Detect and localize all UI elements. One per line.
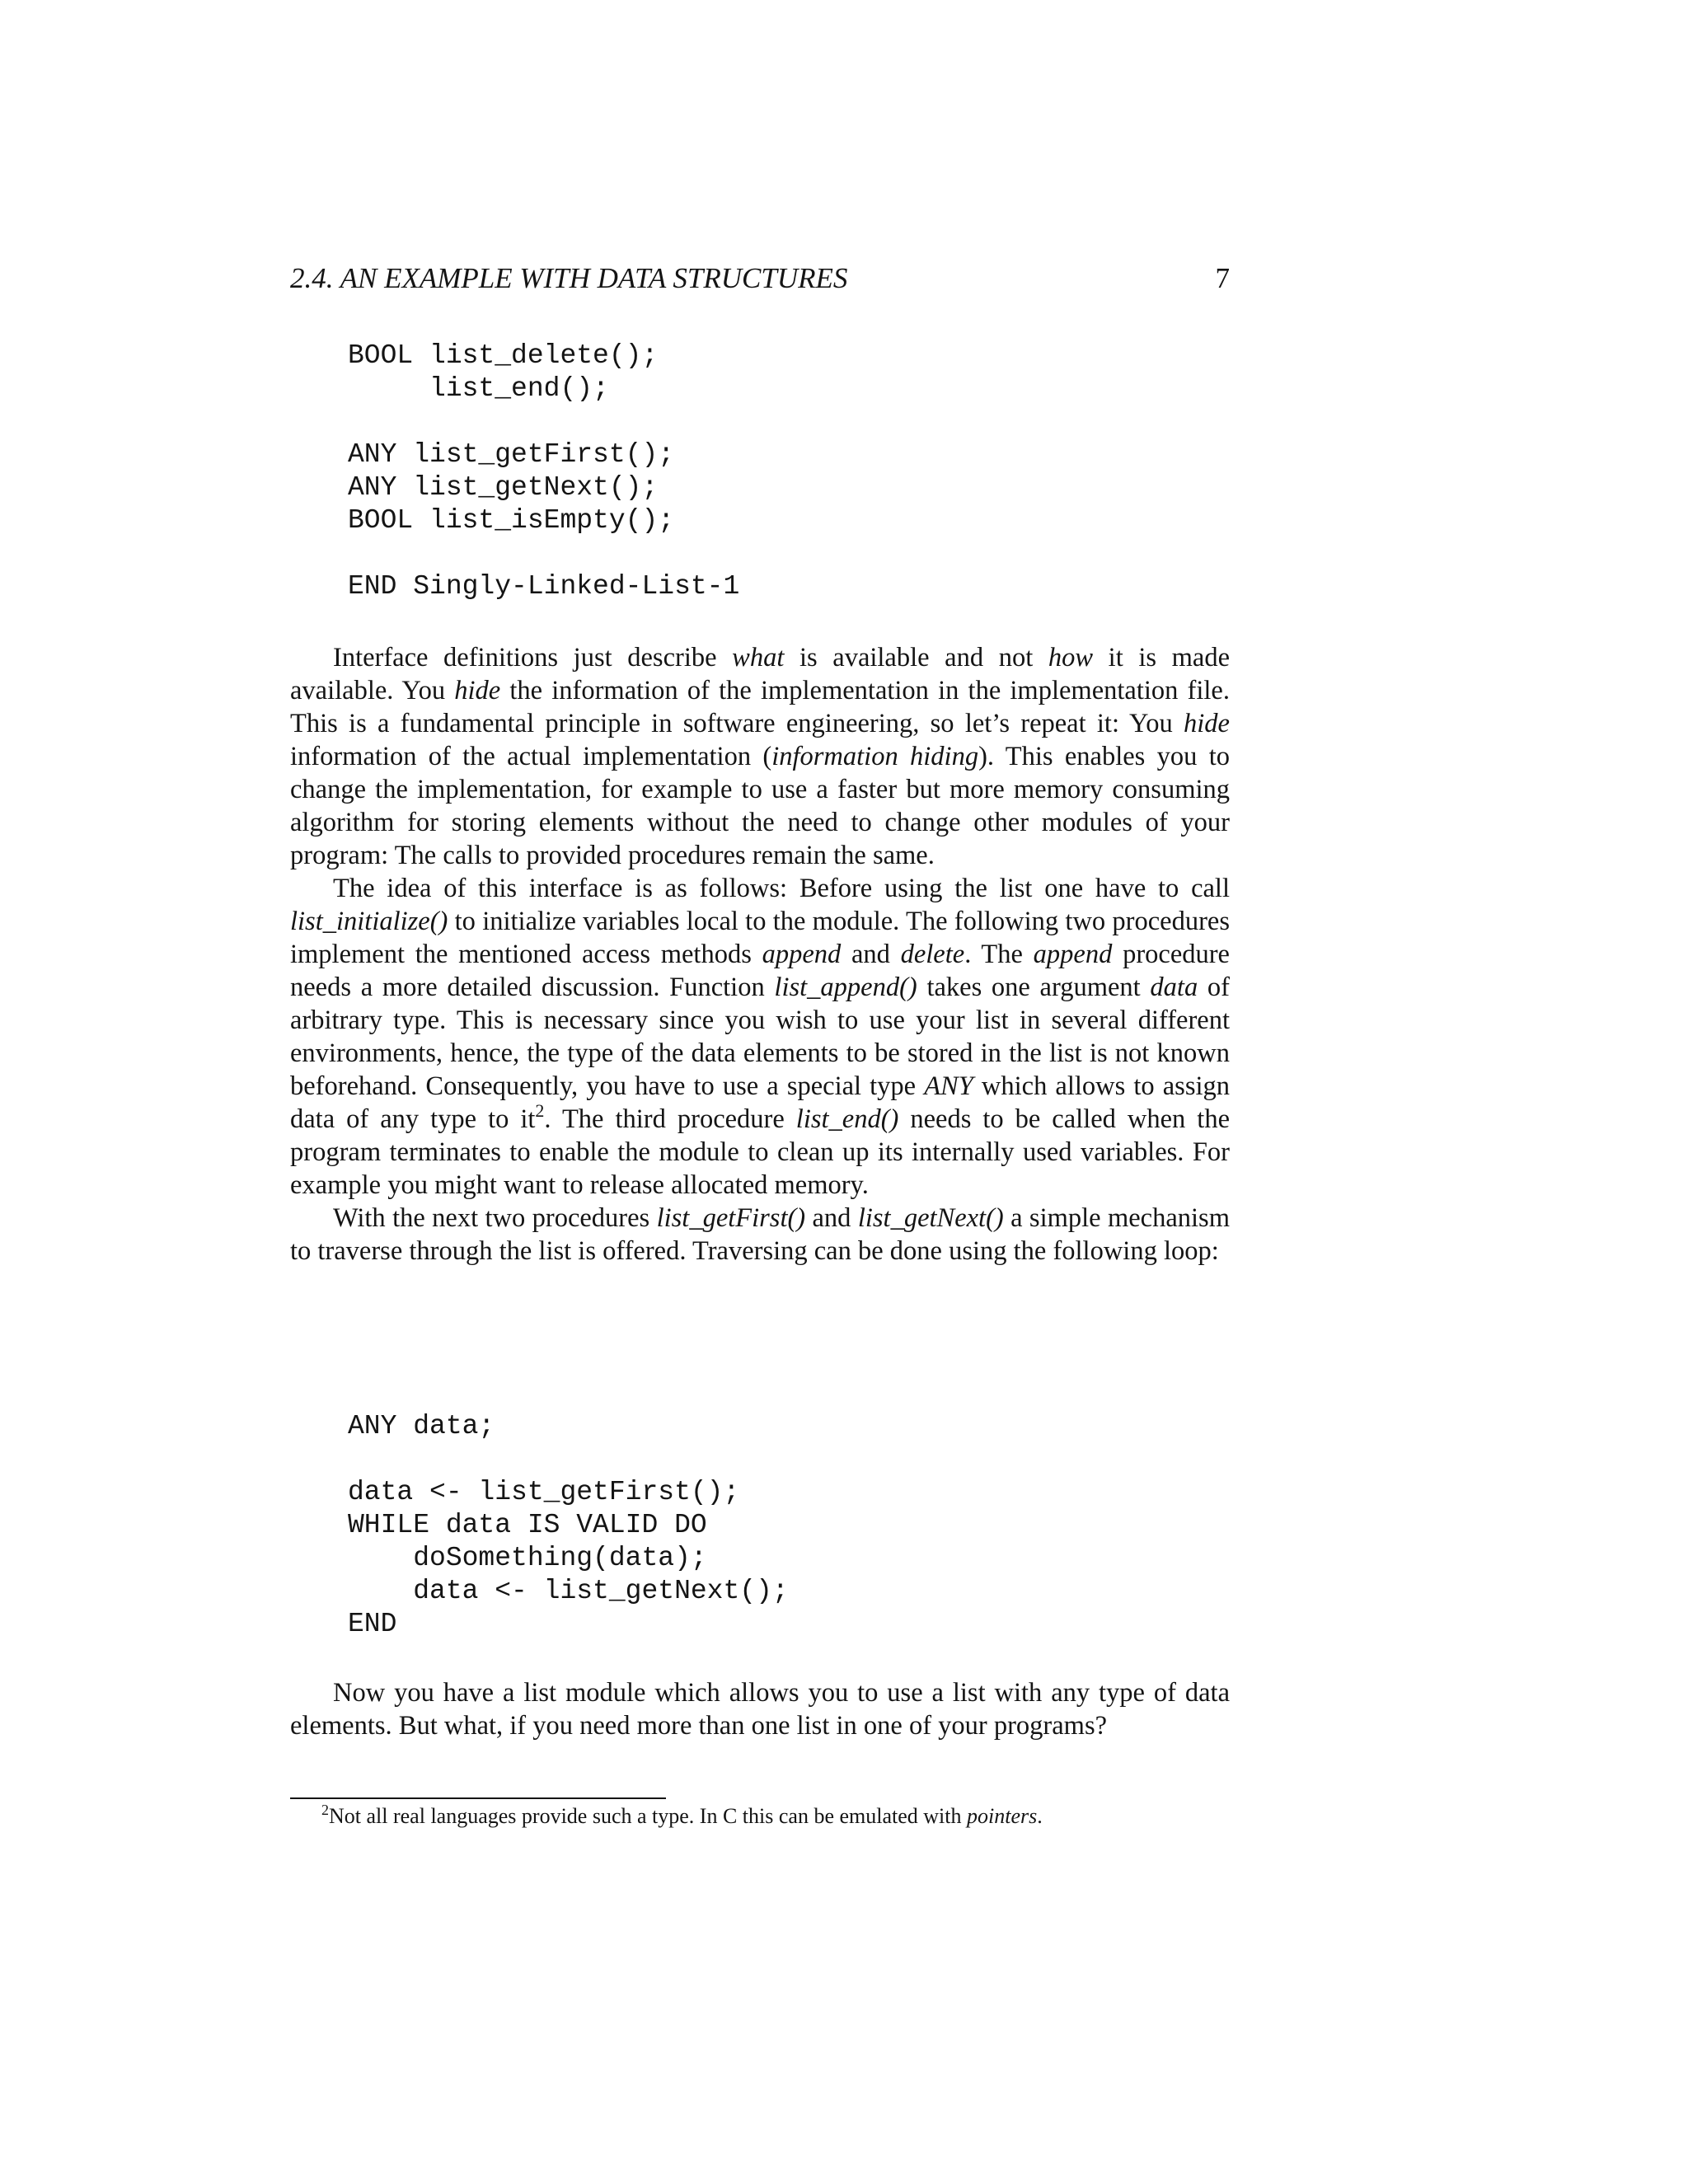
emphasis-how: how (1048, 643, 1094, 673)
emphasis-append: append (762, 940, 842, 969)
emphasis-what: what (732, 643, 785, 673)
emphasis-list-getfirst: list_getFirst() (656, 1203, 806, 1233)
code-line: ANY data; (348, 1411, 495, 1441)
emphasis-list-end: list_end() (795, 1104, 899, 1134)
footnote-number: 2 (321, 1802, 329, 1818)
code-line: doSomething(data); (348, 1543, 707, 1573)
emphasis-hide: hide (454, 676, 501, 705)
code-line (348, 405, 739, 438)
code-line: END Singly-Linked-List-1 (348, 571, 740, 602)
emphasis-list-initialize: list_initialize() (290, 907, 448, 936)
emphasis-information-hiding: information hiding (771, 742, 979, 771)
body-text-2 (290, 1676, 1230, 1742)
footnote-mark: 2 (535, 1100, 545, 1121)
code-line (348, 1443, 789, 1476)
page-number: 7 (1215, 262, 1230, 294)
emphasis-append: append (1033, 940, 1113, 969)
code-line: list_end(); (348, 373, 609, 404)
section-title: 2.4. AN EXAMPLE WITH DATA STRUCTURES (290, 262, 848, 294)
code-line: ANY list_getNext(); (348, 472, 659, 503)
emphasis-list-append: list_append() (774, 972, 917, 1002)
code-line: data <- list_getFirst(); (348, 1477, 740, 1507)
emphasis-any: ANY (924, 1071, 973, 1101)
code-line: data <- list_getNext(); (348, 1576, 789, 1606)
paragraph-interface-definitions: Interface definitions just describe what is available and not how it is made available. You hide the information of the implementation in the implementation file. This is a fundamental principle in software engineering, so let’s repeat it: You hide information of the actual implementation (information hiding). This enables you to change the implementation, for example to use a faster but more memory consuming algorithm for storing elements without the need to change other modules of your program: The calls to provided procedures remain the same. (290, 643, 1231, 870)
paragraph-interface-idea: The idea of this interface is as follows: Before using the list one have to call list_initialize() to initialize variables local to the module. The following two procedures implement the mentioned access methods append and delete. The append procedure needs a more detailed discussion. Function list_append() takes one argument data of arbitrary type. This is necessary since you wish to use your list in several different environments, hence, the type of the data elements to be stored in the list is not known beforehand. Consequently, you have to use a special type ANY which allows to assign data of any type to $it^2$. The third procedure list_end() needs to be called when the program terminates to enable the module to clean up its internally used variables. For example you might want to release allocated memory. (290, 874, 1230, 1200)
emphasis-list-getnext: list_getNext() (857, 1203, 1004, 1233)
footnote: $^2$Not all real languages provide such a type. In C this can be emulated with pointers. (321, 1802, 1043, 1828)
paragraph-multiple-lists: Now you have a list module which allows you to use a list with any type of data elements. But what, if you need more than one list in one of your programs? (290, 1678, 1230, 1741)
code-line: END (348, 1609, 397, 1639)
code-line: BOOL list_isEmpty(); (348, 505, 675, 536)
code-block-interface (348, 340, 739, 603)
code-line: ANY list_getFirst(); (348, 439, 675, 470)
code-block-loop (348, 1410, 789, 1641)
footnote-divider (290, 1797, 666, 1799)
paragraph-traversal: With the next two procedures list_getFirst() and list_getNext() a simple mechanism to traverse through the list is offered. Traversing can be done using the following loop: (290, 1203, 1230, 1266)
body-text-1 (290, 641, 1230, 1268)
code-line: WHILE data IS VALID DO (348, 1510, 707, 1540)
emphasis-hide: hide (1184, 709, 1230, 738)
code-line (348, 537, 739, 570)
emphasis-pointers: pointers (967, 1804, 1038, 1828)
running-header (290, 262, 1230, 302)
code-line: BOOL list_delete(); (348, 340, 659, 371)
emphasis-data: data (1150, 972, 1198, 1002)
emphasis-delete: delete (900, 940, 965, 969)
